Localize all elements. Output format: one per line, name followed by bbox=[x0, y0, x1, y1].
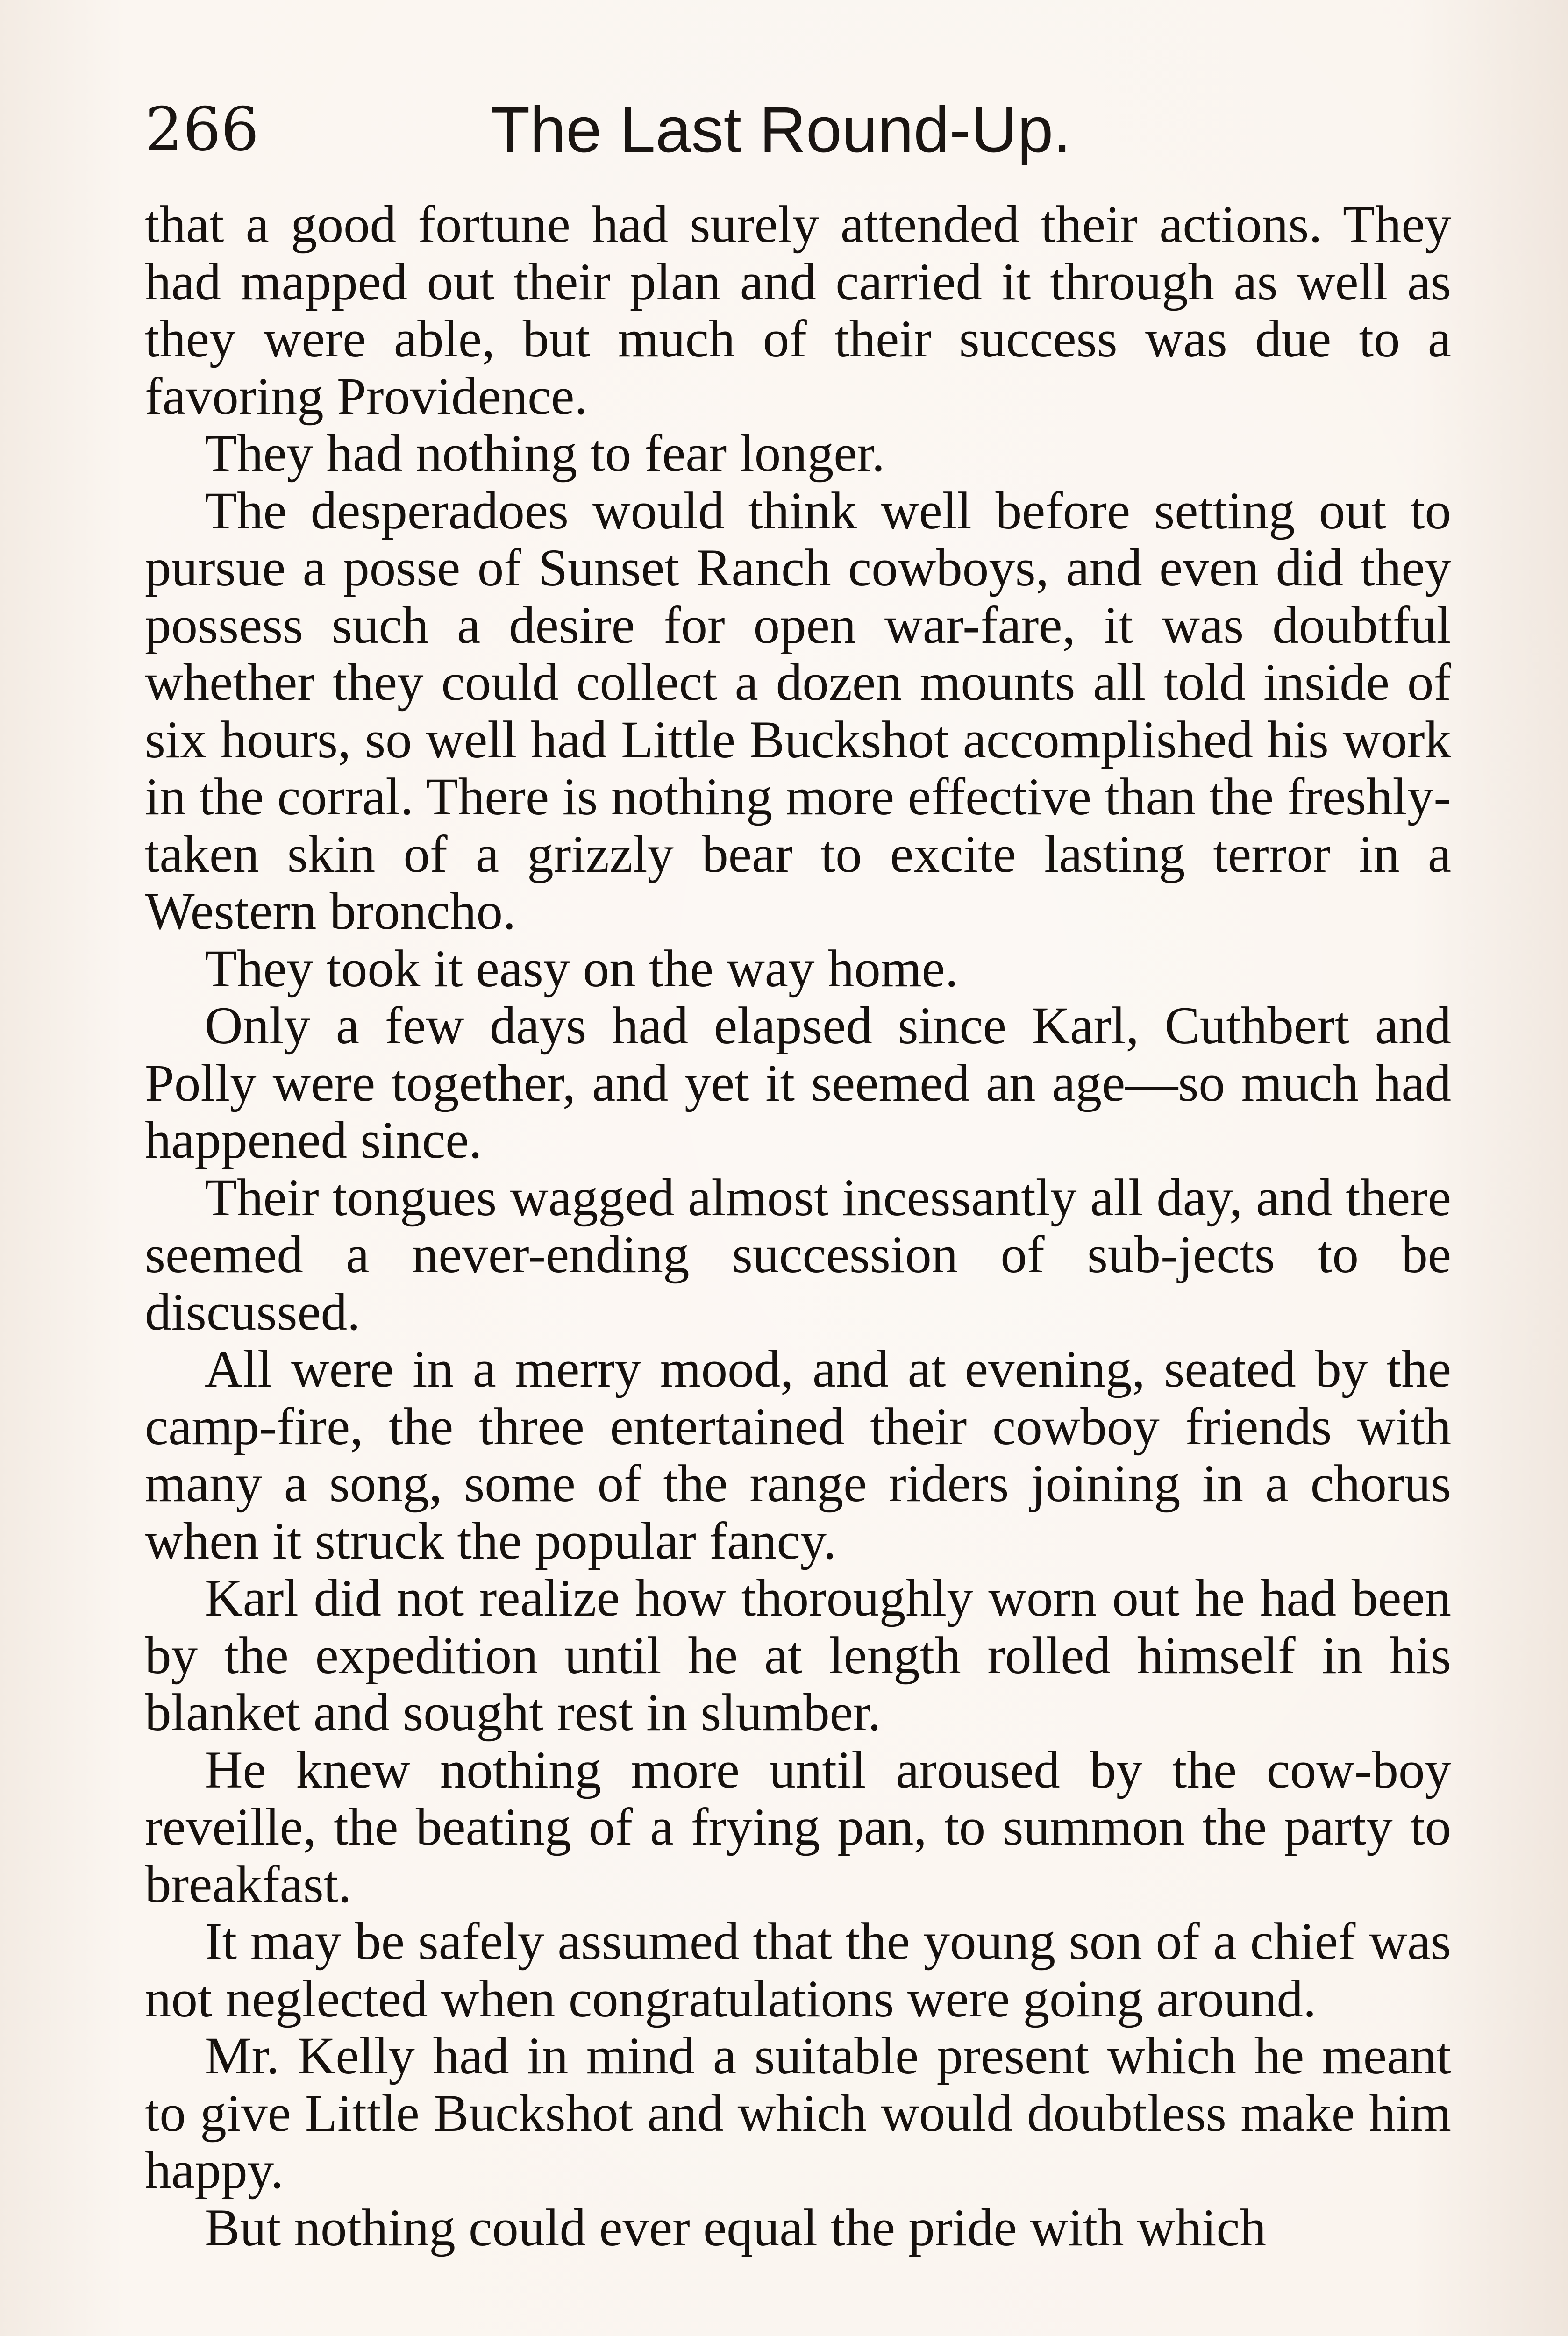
paragraph: The desperadoes would think well before setting out to pursue a posse of Sunset Ranch cowboys, and even did they possess such a desire for open war-fare, it was doubtful whether they could collect a dozen mounts all told inside of six hours, so well had Little Buckshot accomplished his work in the corral. There is nothing more effective than the freshly-taken skin of a grizzly bear to excite lasting terror in a Western broncho. bbox=[145, 481, 1451, 940]
paragraph: He knew nothing more until aroused by the cow-boy reveille, the beating of a frying pan, to summon the party to breakfast. bbox=[145, 1740, 1451, 1914]
paragraph: It may be safely assumed that the young son of a chief was not neglected when congratulations were going around. bbox=[145, 1912, 1451, 2028]
paragraph: Karl did not realize how thoroughly worn out he had been by the expedition until he at length rolled himself in his blanket and sought rest in slumber. bbox=[145, 1569, 1451, 1742]
paragraph: Only a few days had elapsed since Karl, Cuthbert and Polly were together, and yet it seemed an age—so much had happened since. bbox=[145, 997, 1451, 1169]
body-text bbox=[145, 196, 1451, 2257]
paragraph: All were in a merry mood, and at evening, seated by the camp-fire, the three entertained their cowboy friends with many a song, some of the range riders joining in a chorus when it struck the popular fancy. bbox=[145, 1340, 1451, 1570]
paragraph: Their tongues wagged almost incessantly all day, and there seemed a never-ending succession of sub-jects to be discussed. bbox=[145, 1168, 1451, 1341]
paragraph: But nothing could ever equal the pride with which bbox=[205, 2198, 1267, 2257]
paragraph: Mr. Kelly had in mind a suitable present which he meant to give Little Buckshot and which would doubtless make him happy. bbox=[145, 2027, 1451, 2200]
running-title: The Last Round-Up. bbox=[491, 94, 1071, 166]
paragraph: They took it easy on the way home. bbox=[205, 939, 959, 998]
page-header bbox=[145, 78, 1453, 172]
paragraph-continued: that a good fortune had surely attended their actions. They had mapped out their plan and carried it through as well as they were able, but much of their success was due to a favoring Providence. bbox=[145, 195, 1451, 426]
page-number: 266 bbox=[145, 95, 259, 164]
paragraph: They had nothing to fear longer. bbox=[205, 424, 885, 483]
